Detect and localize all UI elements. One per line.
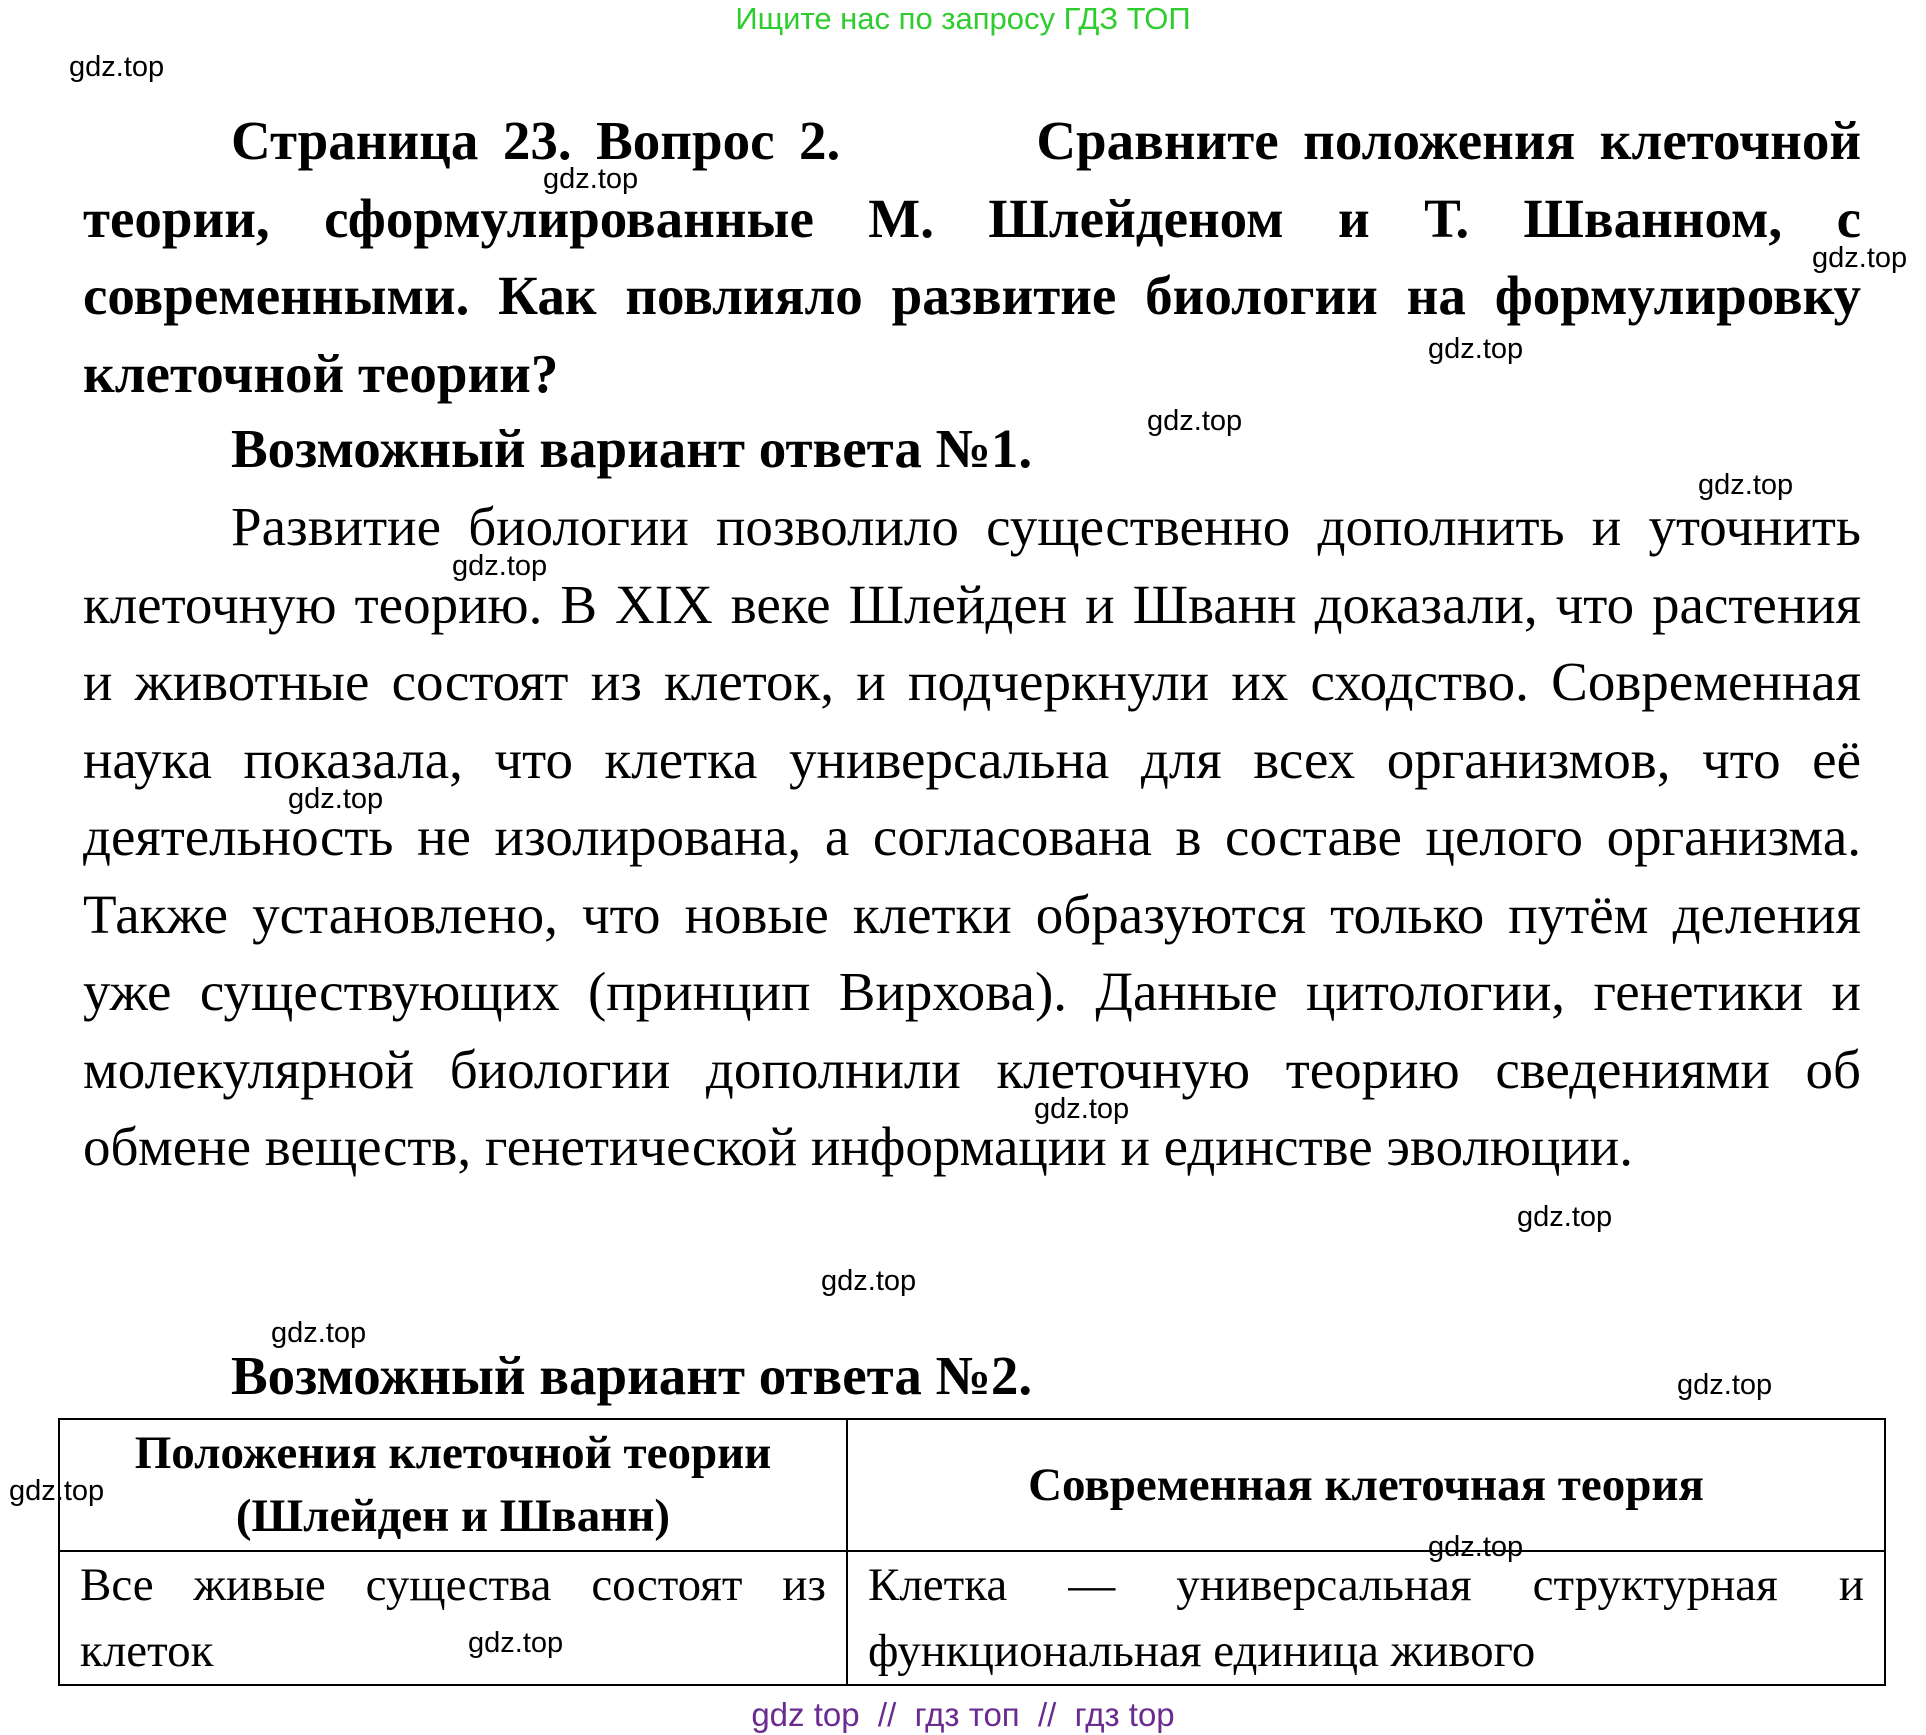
- watermark: gdz.top: [1677, 1369, 1773, 1401]
- watermark: gdz.top: [821, 1265, 917, 1297]
- watermark: gdz.top: [1034, 1093, 1130, 1125]
- header-cell-modern: Современная клеточная теория: [847, 1419, 1885, 1551]
- header-left-line1: Положения клеточной теории: [134, 1427, 772, 1479]
- answer1-text: Развитие биологии позволило существенно дополнить и уточнить клеточную теорию. В XIX веке Шлейден и Шванн доказали, что растения и животные состоят из клеток, и подчеркнули их сходство. Современная наука показала, что клетка универсальна для всех организмов, что её деятельность не изолирована, а согласована в составе целого организма. Также установлено, что новые клетки образуются только путём деления уже существующих (принцип Вирхова). Данные цитологии, генетики и молекулярной биологии дополнили клеточную теорию сведениями об обмене веществ, генетической информации и единстве эволюции.: [83, 496, 1861, 1177]
- table-header-row: [59, 1419, 1885, 1551]
- row1-left-cell: Все живые существа состоят из клеток: [59, 1551, 847, 1685]
- watermark: gdz.top: [1428, 333, 1524, 365]
- question-lead: Страница 23. Вопрос 2.: [231, 110, 841, 171]
- watermark: gdz.top: [543, 163, 639, 195]
- watermark: gdz.top: [1147, 405, 1243, 437]
- comparison-table: [58, 1418, 1886, 1686]
- watermark: gdz.top: [452, 550, 548, 582]
- question-text: Сравните положения клеточной теории, сформулированные М. Шлейденом и Т. Шванном, с современными. Как повлияло развитие биологии на формулировку клеточной теории?: [83, 110, 1862, 404]
- top-banner: Ищите нас по запросу ГДЗ ТОП: [735, 1, 1191, 36]
- watermark: gdz.top: [1428, 1531, 1524, 1563]
- watermark: gdz.top: [468, 1627, 564, 1659]
- table-row: [59, 1551, 1885, 1685]
- watermark: gdz.top: [1812, 242, 1908, 274]
- answer1-heading: Возможный вариант ответа №1.: [231, 418, 1033, 479]
- header-left-line2: (Шлейден и Шванн): [235, 1490, 671, 1542]
- answer2-heading: Возможный вариант ответа №2.: [231, 1345, 1033, 1406]
- watermark: gdz.top: [69, 51, 165, 83]
- watermark: gdz.top: [1517, 1201, 1613, 1233]
- watermark: gdz.top: [288, 783, 384, 815]
- bottom-banner: gdz top // гдз топ // гдз top: [751, 1696, 1175, 1733]
- header-cell-schleiden-schwann: [59, 1419, 847, 1551]
- row1-right-cell: Клетка — универсальная структурная и функциональная единица живого: [847, 1551, 1885, 1685]
- answer1-body: [83, 488, 1861, 1186]
- question: [83, 102, 1861, 412]
- watermark: gdz.top: [1698, 469, 1794, 501]
- question-spacer: [865, 110, 1012, 171]
- watermark: gdz.top: [9, 1475, 105, 1507]
- watermark: gdz.top: [271, 1317, 367, 1349]
